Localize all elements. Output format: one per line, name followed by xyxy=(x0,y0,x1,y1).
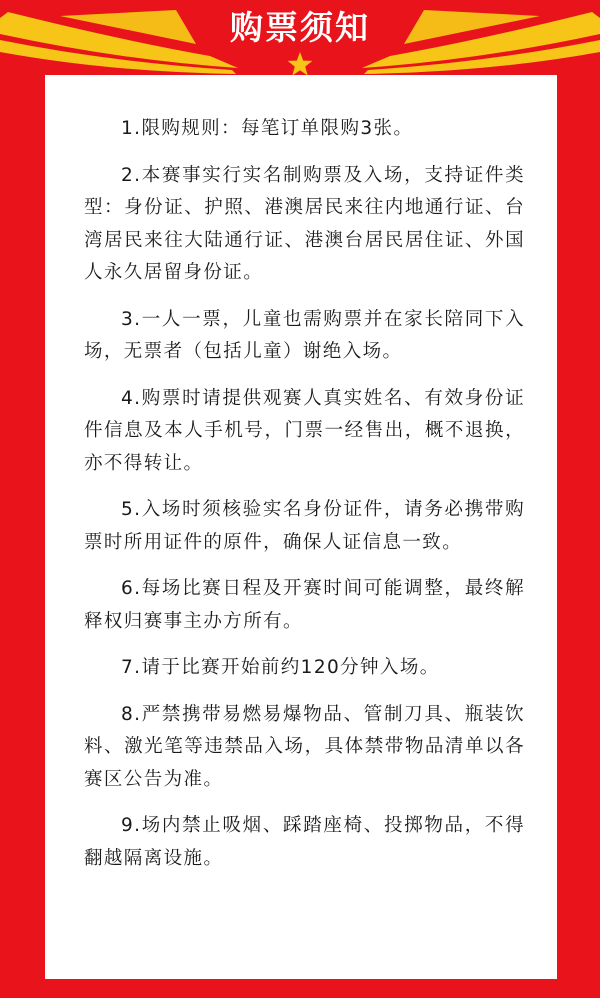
rule-item: 3.一人一票，儿童也需购票并在家长陪同下入场，无票者（包括儿童）谢绝入场。 xyxy=(84,308,525,362)
rule-item: 2.本赛事实行实名制购票及入场，支持证件类型：身份证、护照、港澳居民来往内地通行证、台湾居民来往大陆通行证、港澳台居民居住证、外国人永久居留身份证。 xyxy=(84,164,525,283)
rule-item: 6.每场比赛日程及开赛时间可能调整，最终解释权归赛事主办方所有。 xyxy=(84,578,525,632)
star-icon xyxy=(288,52,313,76)
rule-item: 5.入场时须核验实名身份证件，请务必携带购票时所用证件的原件，确保人证信息一致。 xyxy=(84,499,525,553)
rule-item: 1.限购规则：每笔订单限购3张。 xyxy=(121,118,414,139)
rule-item: 9.场内禁止吸烟、踩踏座椅、投掷物品，不得翻越隔离设施。 xyxy=(84,815,525,869)
rules-card xyxy=(45,75,557,979)
rule-item: 7.请于比赛开始前约120分钟入场。 xyxy=(121,657,440,678)
rule-item: 4.购票时请提供观赛人真实姓名、有效身份证件信息及本人手机号，门票一经售出，概不退换，亦不得转让。 xyxy=(84,387,525,474)
page-title: 购票须知 xyxy=(230,8,370,47)
rule-item: 8.严禁携带易燃易爆物品、管制刀具、瓶装饮料、激光笔等违禁品入场，具体禁带物品清单以各赛区公告为准。 xyxy=(84,703,525,790)
